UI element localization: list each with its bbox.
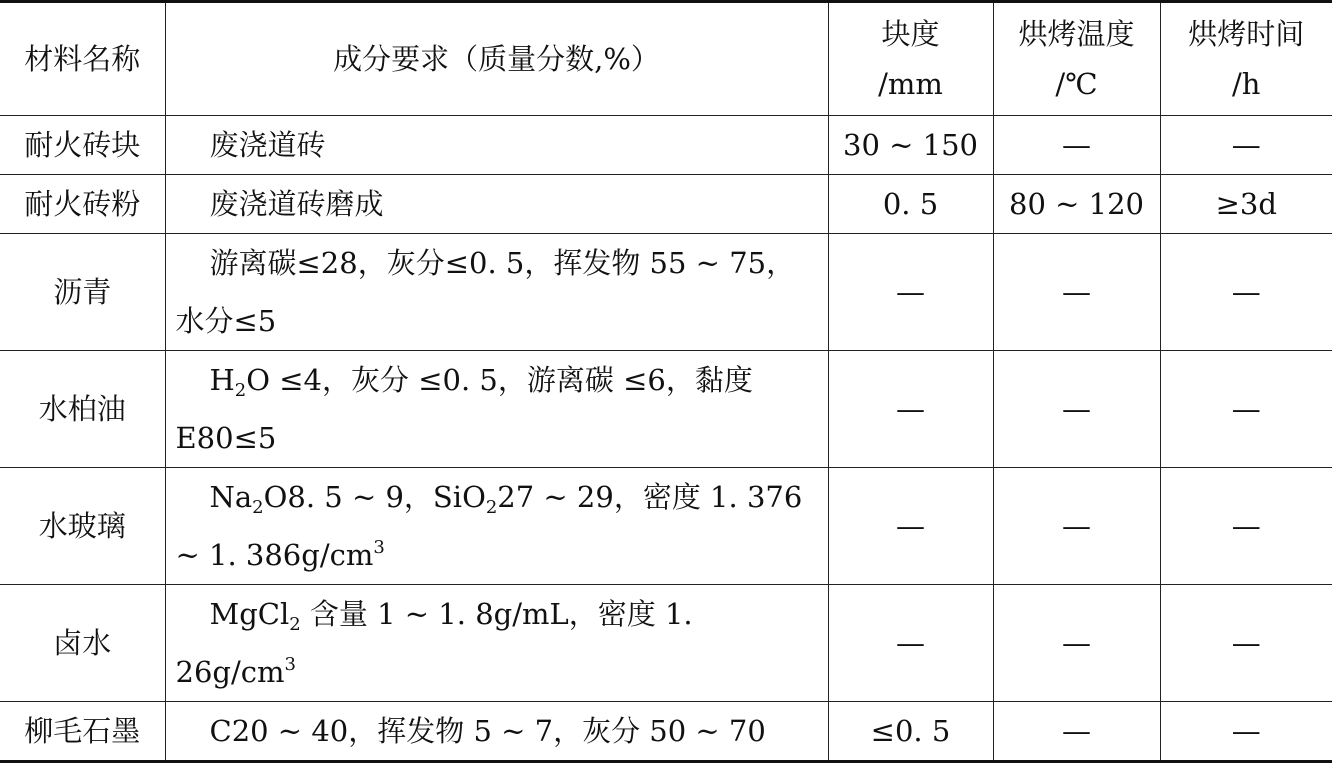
- row-composition: 游离碳≤28，灰分≤0. 5，挥发物 55 ~ 75，水分≤5: [165, 234, 828, 351]
- row-temp: —: [993, 468, 1160, 585]
- row-temp: —: [993, 351, 1160, 468]
- header-temp-label: 烘烤温度: [1018, 17, 1135, 51]
- header-temp: [993, 2, 1160, 116]
- header-time-label: 烘烤时间: [1188, 17, 1305, 51]
- row-size: —: [828, 234, 993, 351]
- row-time: ≥3d: [1160, 175, 1332, 234]
- superscript: 3: [284, 654, 296, 675]
- row-size: —: [828, 468, 993, 585]
- table-row: [0, 468, 1332, 585]
- header-material-name: [0, 2, 165, 116]
- header-material-name-text: 材料名称: [24, 42, 141, 76]
- table-row: [0, 351, 1332, 468]
- row-size: 0. 5: [828, 175, 993, 234]
- header-size: [828, 2, 993, 116]
- composition-text: H: [209, 363, 235, 397]
- row-composition: 废浇道砖: [165, 116, 828, 175]
- row-temp: —: [993, 585, 1160, 702]
- header-time: [1160, 2, 1332, 116]
- table-row: [0, 234, 1332, 351]
- composition-text: MgCl: [209, 597, 290, 631]
- row-time: —: [1160, 351, 1332, 468]
- subscript: 2: [234, 380, 247, 401]
- row-time: —: [1160, 234, 1332, 351]
- header-composition: [165, 2, 828, 116]
- header-size-unit: /mm: [878, 67, 943, 101]
- composition-text: O8. 5 ~ 9，SiO: [263, 480, 486, 514]
- row-temp: 80 ~ 120: [993, 175, 1160, 234]
- composition-text: 27 ~ 29，密度 1. 376 ~ 1. 386g/cm: [175, 480, 803, 572]
- row-time: —: [1160, 702, 1332, 762]
- row-temp: —: [993, 234, 1160, 351]
- row-size: —: [828, 585, 993, 702]
- row-name: 耐火砖粉: [0, 175, 165, 234]
- superscript: 3: [373, 537, 385, 558]
- table-row: [0, 585, 1332, 702]
- header-time-unit: /h: [1232, 67, 1261, 101]
- row-name: 柳毛石墨: [0, 702, 165, 762]
- composition-text: O ≤4，灰分 ≤0. 5，游离碳 ≤6，黏度 E80≤5: [175, 363, 753, 455]
- row-name: 水玻璃: [0, 468, 165, 585]
- row-time: —: [1160, 585, 1332, 702]
- row-name: 沥青: [0, 234, 165, 351]
- row-temp: —: [993, 702, 1160, 762]
- subscript: 2: [289, 614, 301, 635]
- row-time: —: [1160, 116, 1332, 175]
- row-size: —: [828, 351, 993, 468]
- table-row: [0, 175, 1332, 234]
- row-name: 耐火砖块: [0, 116, 165, 175]
- row-composition: [165, 351, 828, 468]
- row-name: 卤水: [0, 585, 165, 702]
- subscript: 2: [252, 497, 264, 518]
- row-temp: —: [993, 116, 1160, 175]
- table-row: [0, 702, 1332, 762]
- composition-text: 含量 1 ~ 1. 8g/mL，密度 1. 26g/cm: [175, 597, 693, 689]
- row-composition: C20 ~ 40，挥发物 5 ~ 7，灰分 50 ~ 70: [165, 702, 828, 762]
- row-size: 30 ~ 150: [828, 116, 993, 175]
- subscript: 2: [485, 497, 498, 518]
- row-size: ≤0. 5: [828, 702, 993, 762]
- header-row: [0, 2, 1332, 116]
- header-temp-unit: /℃: [1055, 67, 1098, 101]
- header-size-label: 块度: [881, 17, 940, 51]
- row-name: 水柏油: [0, 351, 165, 468]
- row-time: —: [1160, 468, 1332, 585]
- composition-text: Na: [209, 480, 253, 514]
- row-composition: [165, 468, 828, 585]
- row-composition: 废浇道砖磨成: [165, 175, 828, 234]
- row-composition: [165, 585, 828, 702]
- header-composition-text: 成分要求（质量分数,%）: [333, 42, 660, 76]
- table-row: [0, 116, 1332, 175]
